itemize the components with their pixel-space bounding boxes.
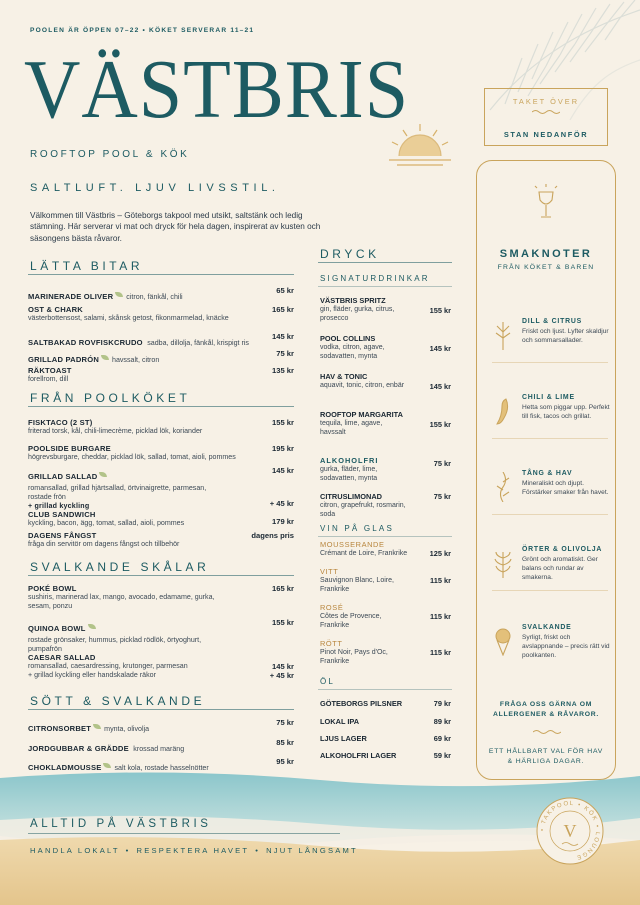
menu-item: GRILLAD SALLAD romansallad, grillad hjärtsallad, örtvinaigrette, parmesan, rostade frön + grillad kyckling 145 kr + 45 kr [28, 466, 294, 511]
signature-drinks-title: SIGNATURDRINKAR [320, 274, 430, 283]
wine-title: VIN PÅ GLAS [320, 524, 394, 533]
intro-text: Välkommen till Västbris – Göteborgs takpool med utsikt, saltstänk och ledig stämning. Här serverar vi mat och dryck för hela dagen, inspirerat av kusten och säsongens bästa råvaror. [30, 211, 321, 243]
wave-icon [533, 729, 561, 735]
beer-item: LJUS LAGER 69 kr [320, 734, 451, 743]
leaf-icon [103, 763, 111, 768]
taste-notes-title: SMAKNOTER [499, 248, 593, 260]
sun-icon [385, 120, 455, 170]
brand-subtitle: ROOFTOP POOL & KÖK [30, 149, 190, 160]
opening-hours: POOLEN ÄR ÖPPEN 07–22 • KÖKET SERVERAR 11–21 [30, 27, 255, 34]
menu-item: POKÉ BOWL sushiris, marinerad lax, mango, avocado, edamame, gurka, sesam, ponzu 165 kr [28, 584, 294, 611]
svg-text:V: V [563, 821, 577, 841]
menu-item: POOLSIDE BURGARE högrevsburgare, cheddar, picklad lök, sallad, tomat, aioli, pommes 195 kr [28, 444, 294, 461]
allergy-notice: FRÅGA OSS GÄRNA OM ALLERGENER & RÅVAROR. [493, 701, 599, 718]
brand-logo: VÄSTBRIS [24, 43, 410, 136]
beer-item: LOKAL IPA 89 kr [320, 717, 451, 726]
drink-item: CITRUSLIMONAD citron, grapefrukt, rosmarin, soda 75 kr [320, 492, 451, 519]
section-divider [28, 575, 294, 576]
menu-item: CLUB SANDWICH kyckling, bacon, ägg, tomat, sallad, aioli, pommes 179 kr [28, 510, 294, 527]
seaweed-icon [492, 472, 514, 502]
wave-icon [532, 109, 560, 115]
wine-item: VITT Sauvignon Blanc, Loire, Frankrike 115 kr [320, 567, 451, 594]
menu-item: FISKTACO (2 ST) friterad torsk, kål, chili-limecrème, picklad lök, koriander 155 kr [28, 418, 294, 435]
menu-item: OST & CHARK västerbottensost, salami, skånsk getost, fikonmarmelad, knäcke 165 kr [28, 305, 294, 322]
wine-glass-icon [534, 184, 558, 222]
wine-item: RÖTT Pinot Noir, Pays d'Oc, Frankrike 115 kr [320, 639, 451, 666]
menu-item: GRILLAD PADRÓN havssalt, citron 75 kr [28, 349, 294, 364]
menu-item: CITRONSORBET mynta, olivolja 75 kr [28, 718, 294, 733]
section-divider [318, 536, 452, 537]
menu-item: MARINERADE OLIVER citron, fänkål, chili 65 kr [28, 286, 294, 301]
drink-item: ROOFTOP MARGARITA tequila, lime, agave, havssalt 155 kr [320, 410, 451, 437]
sustainability-note: ETT HÅLLBART VAL FÖR HAV & HÄRLIGA DAGAR. [488, 748, 604, 765]
menu-item: SALTBAKAD ROVFISKCRUDO sadba, dillolja, fänkål, krispigt ris 145 kr [28, 332, 294, 347]
drink-item: HAV & TONIC aquavit, tonic, citron, enbär 145 kr [320, 372, 451, 391]
section-divider [28, 274, 294, 275]
brand-seal [535, 796, 605, 866]
menu-item: QUINOA BOWL rostade grönsaker, hummus, picklad rödlök, örtyoghurt, pumpafrön 155 kr [28, 618, 294, 654]
leaf-icon [99, 472, 107, 477]
section-title-light: LÄTTA BITAR [30, 259, 144, 273]
footer-divider [28, 833, 340, 834]
section-divider [28, 709, 294, 710]
section-divider [28, 406, 294, 407]
menu-item: CAESAR SALLAD romansallad, caesardressing, krutonger, parmesan + grillad kyckling eller handskalade räkor 145 kr + 45 kr [28, 653, 294, 680]
section-title-pool: FRÅN POOLKÖKET [30, 391, 191, 405]
section-title-drinks: DRYCK [320, 247, 380, 261]
footer-values: HANDLA LOKALT • RESPEKTERA HAVET • NJUT LÅNGSAMT [30, 846, 358, 855]
beer-item: GÖTEBORGS PILSNER 79 kr [320, 699, 451, 708]
leaf-icon [101, 355, 109, 360]
section-divider [318, 262, 452, 263]
wine-item: ROSÉ Côtes de Provence, Frankrike 115 kr [320, 603, 451, 630]
leaf-icon [115, 292, 123, 297]
dill-icon [492, 320, 514, 350]
chili-icon [492, 396, 514, 426]
drink-item: ALKOHOLFRI gurka, fläder, lime, sodavatten, mynta 75 kr [320, 456, 451, 483]
section-title-sweet: SÖTT & SVALKANDE [30, 694, 206, 708]
drink-item: POOL COLLINS vodka, citron, agave, sodavatten, mynta 145 kr [320, 334, 451, 361]
leaf-icon [93, 724, 101, 729]
section-divider [318, 286, 452, 287]
beer-item: ALKOHOLFRI LAGER 59 kr [320, 751, 451, 760]
section-divider [318, 689, 452, 690]
menu-item: CHOKLADMOUSSE salt kola, rostade hasselnötter 95 kr [28, 757, 294, 772]
rooftop-badge: TAKET ÖVER STAN NEDANFÖR [484, 88, 608, 146]
leaf-icon [88, 624, 96, 629]
beer-title: ÖL [320, 677, 336, 686]
taste-notes-subtitle: FRÅN KÖKET & BAREN [497, 264, 595, 271]
footer-title: ALLTID PÅ VÄSTBRIS [30, 818, 212, 830]
ice-cream-icon [492, 626, 514, 656]
menu-item: JORDGUBBAR & GRÄDDE krossad maräng 85 kr [28, 738, 294, 753]
menu-item: RÄKTOAST forellrom, dill 135 kr [28, 366, 294, 383]
section-title-bowls: SVALKANDE SKÅLAR [30, 560, 210, 574]
drink-item: VÄSTBRIS SPRITZ gin, fläder, gurka, citrus, prosecco 155 kr [320, 296, 451, 323]
menu-item: DAGENS FÅNGST fråga din servitör om dagens fångst och tillbehör dagens pris [28, 531, 294, 548]
tagline: SALTLUFT. LJUV LIVSSTIL. [30, 182, 280, 194]
wine-item: MOUSSERANDE Crémant de Loire, Frankrike 125 kr [320, 540, 451, 558]
herb-icon [492, 548, 514, 578]
svg-text:• TAKPOOL • KÖK • LOUNGE: • TAKPOOL • KÖK • LOUNGE [539, 800, 601, 861]
